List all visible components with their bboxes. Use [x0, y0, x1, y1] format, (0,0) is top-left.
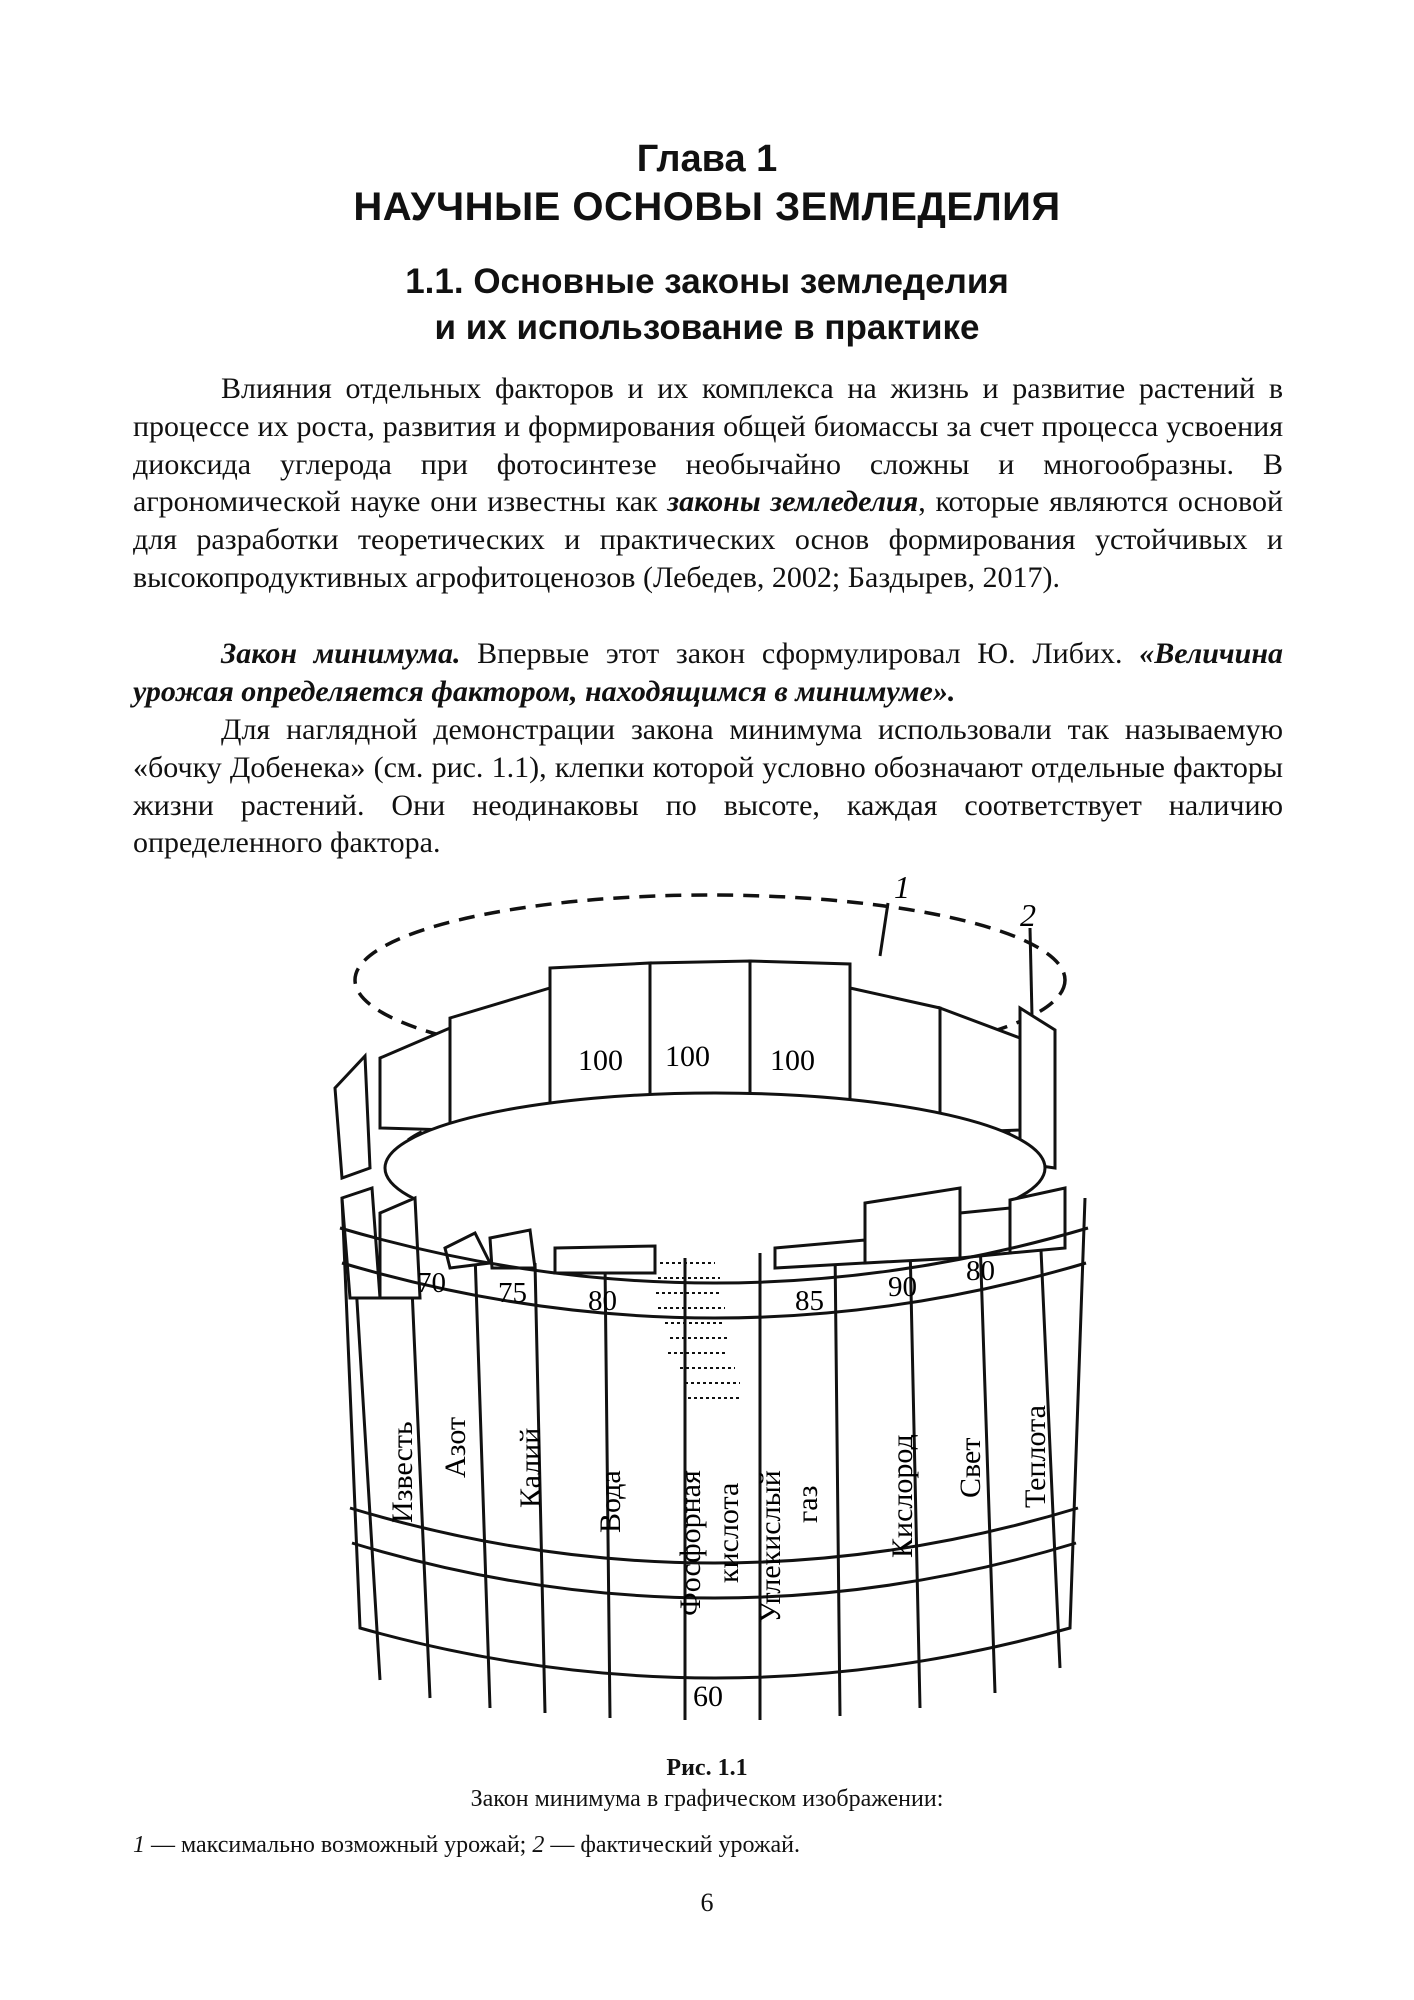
- front-stave-value-co2: 85: [795, 1285, 824, 1317]
- callout-2-leader: [1030, 928, 1032, 1016]
- law-quote: «Величина урожая определяется фактором, находящимся в минимуме».: [133, 637, 1284, 708]
- back-stave: [335, 1056, 370, 1178]
- paragraph-intro: [133, 370, 1283, 597]
- factor-label-kislorod: Кислород: [886, 1434, 919, 1558]
- factor-label-voda: Вода: [594, 1470, 627, 1533]
- back-stave: [940, 1008, 1020, 1133]
- factor-label-svet: Свет: [954, 1437, 987, 1498]
- page-number: 6: [700, 1888, 714, 1917]
- paragraph-intro-text-end: , которые являются основой для разработки теоретических и практических основ формирования устойчивых и высокопродуктивных агрофитоценозов (Лебедев, 2002; Баздырев, 2017).: [133, 485, 1284, 594]
- legend-number-2: 2: [532, 1832, 545, 1858]
- front-stave-value-izvest: 70: [417, 1267, 446, 1299]
- factor-label-izvest: Известь: [386, 1421, 419, 1523]
- back-stave: [380, 1028, 450, 1130]
- legend-number-1: 1: [133, 1832, 145, 1858]
- figure-caption-number: Рис. 1.1: [666, 1755, 748, 1781]
- factor-label-phosphorus-2: кислота: [712, 1482, 745, 1583]
- back-stave-value: 100: [665, 1040, 710, 1073]
- factor-label-teplota: Теплота: [1019, 1405, 1052, 1508]
- figure-legend: [133, 1832, 800, 1859]
- section-title-line-1: 1.1. Основные законы земледелия: [405, 262, 1009, 301]
- section-title-line-2: и их использование в практике: [434, 308, 980, 347]
- paragraph-intro-text: Влияния отдельных факторов и их комплекса на жизнь и развитие растений в процессе их роста, развития и формирования общей биомассы за счет процесса усвоения диоксида углерода при фотосинтезе необычайно сложны и многообразны. В агрономической науке они известны как: [133, 372, 1283, 519]
- factor-label-phosphorus-1: Фосфорная: [674, 1470, 707, 1616]
- law-name: Закон минимума.: [221, 637, 461, 670]
- back-stave-value: 100: [770, 1044, 815, 1077]
- dobenek-barrel-figure: [320, 868, 1110, 1723]
- law-text: Впервые этот закон сформулировал Ю. Либих.: [460, 637, 1140, 670]
- factor-label-co2-2: газ: [791, 1485, 824, 1523]
- front-stave-value-kislorod: 90: [888, 1271, 917, 1303]
- callout-1: 1: [894, 869, 910, 905]
- factor-label-co2-1: Углекислый: [754, 1470, 787, 1623]
- term-laws-of-agriculture: законы земледелия: [667, 485, 919, 519]
- paragraph-law-of-minimum: [133, 635, 1283, 711]
- callout-1-leader: [880, 903, 888, 956]
- factor-label-azot: Азот: [439, 1416, 472, 1478]
- callout-2: 2: [1020, 897, 1036, 933]
- legend-text-2: — фактический урожай.: [544, 1832, 801, 1858]
- front-stave-value-voda: 80: [588, 1285, 617, 1317]
- back-stave-value: 100: [578, 1044, 623, 1077]
- chapter-title: НАУЧНЫЕ ОСНОВЫ ЗЕМЛЕДЕЛИЯ: [353, 185, 1061, 229]
- front-stave-value-azot: 75: [498, 1277, 527, 1309]
- paragraph-dobenek-barrel: [133, 711, 1283, 862]
- front-stave-value-phosphorus: 60: [693, 1680, 723, 1713]
- figure-caption-title: Закон минимума в графическом изображении:: [470, 1786, 944, 1812]
- front-stave-value-svet: 80: [966, 1255, 995, 1287]
- chapter-number: Глава 1: [636, 138, 778, 180]
- legend-text-1: — максимально возможный урожай;: [145, 1832, 533, 1858]
- factor-label-kaliy: Калий: [514, 1427, 547, 1508]
- paragraph-dobenek-text: Для наглядной демонстрации закона минимума использовали так называемую «бочку Добенека» (см. рис. 1.1), клепки которой условно обозначают отдельные факторы жизни растений. Они неодинаковы по высоте, каждая соответствует наличию определенного фактора.: [133, 713, 1283, 860]
